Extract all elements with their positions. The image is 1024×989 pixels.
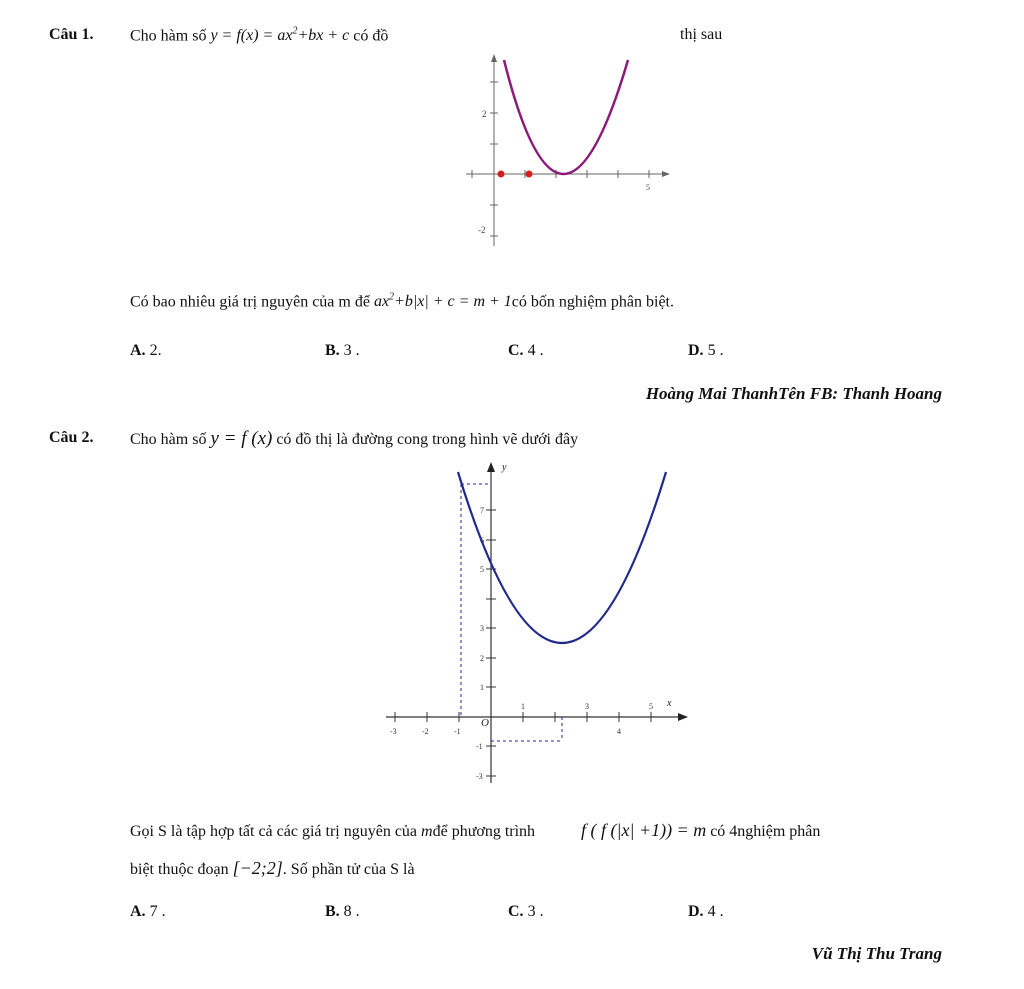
- q2-text-mid: để phương trình: [432, 823, 536, 840]
- q2-interval: [−2;2]: [232, 858, 283, 878]
- q2-origin-label: O: [481, 717, 489, 729]
- q2-text-line1: [130, 820, 820, 841]
- q2-function: y = f (x): [210, 428, 273, 449]
- q1-label: Câu 1.: [49, 26, 94, 43]
- q1-y-tick-neg2: -2: [478, 225, 486, 235]
- q2-m-symbol: m: [421, 823, 433, 840]
- q2-y-tick-2: 2: [480, 654, 484, 663]
- q2-x-tick-neg3: -3: [390, 727, 397, 736]
- q1-point-left: [498, 171, 505, 178]
- q2-text-line2: [130, 858, 415, 879]
- q2-x-tick-5: 5: [649, 702, 653, 711]
- q2-y-tick-6: 6: [480, 536, 484, 545]
- q1-intro-line: [130, 26, 388, 45]
- q2-graph: [384, 458, 694, 788]
- q2-option-b[interactable]: B. 8 .: [325, 903, 360, 920]
- q1-option-d[interactable]: D. 5 .: [688, 342, 724, 359]
- q2-parabola: [458, 472, 666, 643]
- q2-text-post: có 4nghiệm phân: [710, 823, 821, 840]
- q1-intro: Cho hàm số: [130, 27, 207, 45]
- q1-after: có đồ: [353, 27, 389, 45]
- q2-x-tick-3: 3: [585, 702, 589, 711]
- q2-y-arrow: [487, 462, 495, 472]
- q2-equation: f ( f (|x| +1)) = m: [581, 820, 707, 840]
- q1-graph: [462, 50, 672, 250]
- q1-parabola: [504, 60, 628, 174]
- q1-after2: thị sau: [680, 26, 723, 43]
- q2-text-pre: Gọi S là tập hợp tất cả các giá trị nguyên của: [130, 823, 418, 840]
- q1-author: Hoàng Mai ThanhTên FB: Thanh Hoang: [645, 384, 942, 403]
- q2-x-label: x: [667, 698, 672, 709]
- q2-x-tick-4: 4: [617, 727, 621, 736]
- q2-after: có đồ thị là đường cong trong hình vẽ dưới đây: [276, 431, 579, 448]
- q2-y-tick-neg3: -3: [476, 772, 483, 781]
- q1-function: $y = f(x) = ax^2+bx + c$: [210, 26, 350, 45]
- q2-y-tick-7: 7: [480, 506, 484, 515]
- q1-question-pre: Có bao nhiêu giá trị nguyên của m để: [130, 293, 370, 311]
- q1-y-tick-2: 2: [482, 109, 487, 119]
- q2-x-tick-neg1: -1: [454, 727, 461, 736]
- q2-x-tick-neg2: -2: [422, 727, 429, 736]
- q1-x-tick-5: 5: [646, 183, 650, 192]
- q2-option-c[interactable]: C. 3 .: [508, 903, 544, 920]
- q1-option-a[interactable]: A. 2.: [130, 342, 162, 359]
- q1-option-b[interactable]: B. 3 .: [325, 342, 360, 359]
- q2-intro: Cho hàm số: [130, 431, 207, 448]
- q2-author: Vũ Thị Thu Trang: [811, 944, 942, 963]
- q2-x-arrow: [678, 713, 688, 721]
- q1-option-c[interactable]: C. 4 .: [508, 342, 544, 359]
- q2-y-tick-3: 3: [480, 624, 484, 633]
- q1-question-post: có bốn nghiệm phân biệt.: [511, 293, 674, 311]
- q2-x-tick-1: 1: [521, 702, 525, 711]
- q1-point-right: [526, 171, 533, 178]
- q2-text2-pre: biệt thuộc đoạn: [130, 861, 229, 878]
- q2-y-tick-neg1: -1: [476, 742, 483, 751]
- q2-option-a[interactable]: A. 7 .: [130, 903, 166, 920]
- q2-y-tick-1: 1: [480, 683, 484, 692]
- q1-question: [130, 292, 674, 311]
- q1-y-arrow: [491, 54, 497, 62]
- q1-x-arrow: [662, 171, 670, 177]
- q2-intro-line: [130, 428, 578, 450]
- q2-y-label: y: [502, 462, 507, 473]
- q2-option-d[interactable]: D. 4 .: [688, 903, 724, 920]
- q2-y-tick-5: 5: [480, 565, 484, 574]
- q2-label: Câu 2.: [49, 429, 94, 446]
- q2-text2-post: . Số phần tử của S là: [282, 861, 415, 878]
- q1-equation: $ax^2+b|x| + c = m + 1$: [373, 292, 512, 311]
